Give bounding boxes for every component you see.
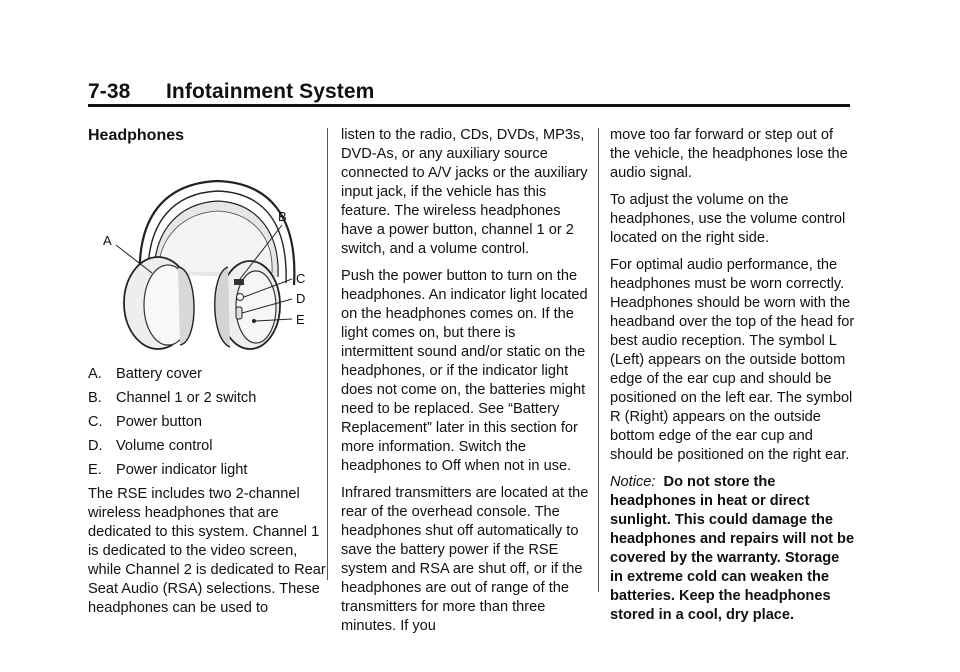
paragraph: Infrared transmitters are located at the rear of the overhead console. The headphones shut off automatically to save the battery power if the RSE system and RSA are shut off, or if the headphones are out of range of the transmitters for more than three minutes. If you — [341, 485, 589, 634]
figure-legend — [88, 365, 326, 480]
page-number: 7-38 — [88, 80, 131, 103]
legend-item: C. Power button — [88, 414, 202, 430]
legend-item: E. Power indicator light — [88, 462, 248, 478]
paragraph: The RSE includes two 2-channel wireless headphones that are dedicated to this system. Channel 1 is dedicated to the video screen, while Channel 2 is dedicated to Rear Seat Audio (RSA) selections. These headphones can be used to — [88, 486, 326, 616]
volume-control-shape — [236, 307, 242, 319]
callout-b: B — [278, 209, 287, 224]
page-title: Infotainment System — [166, 80, 375, 103]
paragraph: Push the power button to turn on the headphones. An indicator light located on the headphones comes on. If the light comes on, but there is intermittent sound and/or static on the headphones, or if the indicator light does not come on, the batteries might need to be replaced. See “Battery Replacement” later in this section for more information. Switch the headphones to Off when not in use. — [341, 268, 588, 474]
legend-item: D. Volume control — [88, 438, 213, 454]
notice-text: Do not store the headphones in heat or direct sunlight. This could damage the headphones and repairs will not be covered by the warranty. Storage in extreme cold can weaken the batteries. Keep the headphones stored in a cool, dry place. — [610, 474, 855, 623]
callout-c: C — [296, 271, 306, 286]
column-1 — [88, 126, 326, 626]
column-divider — [598, 128, 599, 592]
paragraph: move too far forward or step out of the vehicle, the headphones lose the audio signal. — [610, 127, 848, 181]
channel-switch-shape — [234, 279, 244, 285]
page-header — [88, 80, 850, 104]
header-rule — [88, 104, 850, 107]
column-3 — [610, 126, 856, 633]
power-button-shape — [237, 294, 244, 301]
paragraph: For optimal audio performance, the headphones must be worn correctly. Headphones should be worn with the headband over the top of the head for best audio reception. The symbol L (Left) appears on the outside bottom edge of the ear cup and should be positioned on the left ear. The symbol R (Right) appears on the outside bottom edge of the ear cup and should be positioned on the right ear. — [610, 257, 855, 463]
legend-item: B. Channel 1 or 2 switch — [88, 390, 257, 406]
power-light-shape — [252, 319, 256, 323]
notice-paragraph — [610, 473, 856, 625]
column-2 — [341, 126, 591, 644]
paragraph: listen to the radio, CDs, DVDs, MP3s, DVD-As, or any auxiliary source connected to A/V jacks or the auxiliary input jack, if the vehicle has this feature. The wireless headphones have a power button, channel 1 or 2 switch, and a volume control. — [341, 127, 588, 257]
callout-e: E — [296, 312, 305, 327]
callout-d: D — [296, 291, 306, 306]
section-heading: Headphones — [88, 127, 185, 144]
callout-a: A — [103, 233, 112, 248]
legend-item: A. Battery cover — [88, 366, 202, 382]
headphones-figure — [88, 155, 326, 351]
column-divider — [327, 128, 328, 580]
paragraph: To adjust the volume on the headphones, use the volume control located on the right side. — [610, 192, 846, 246]
headphones-illustration — [88, 155, 326, 351]
notice-label: Notice: — [610, 474, 656, 490]
